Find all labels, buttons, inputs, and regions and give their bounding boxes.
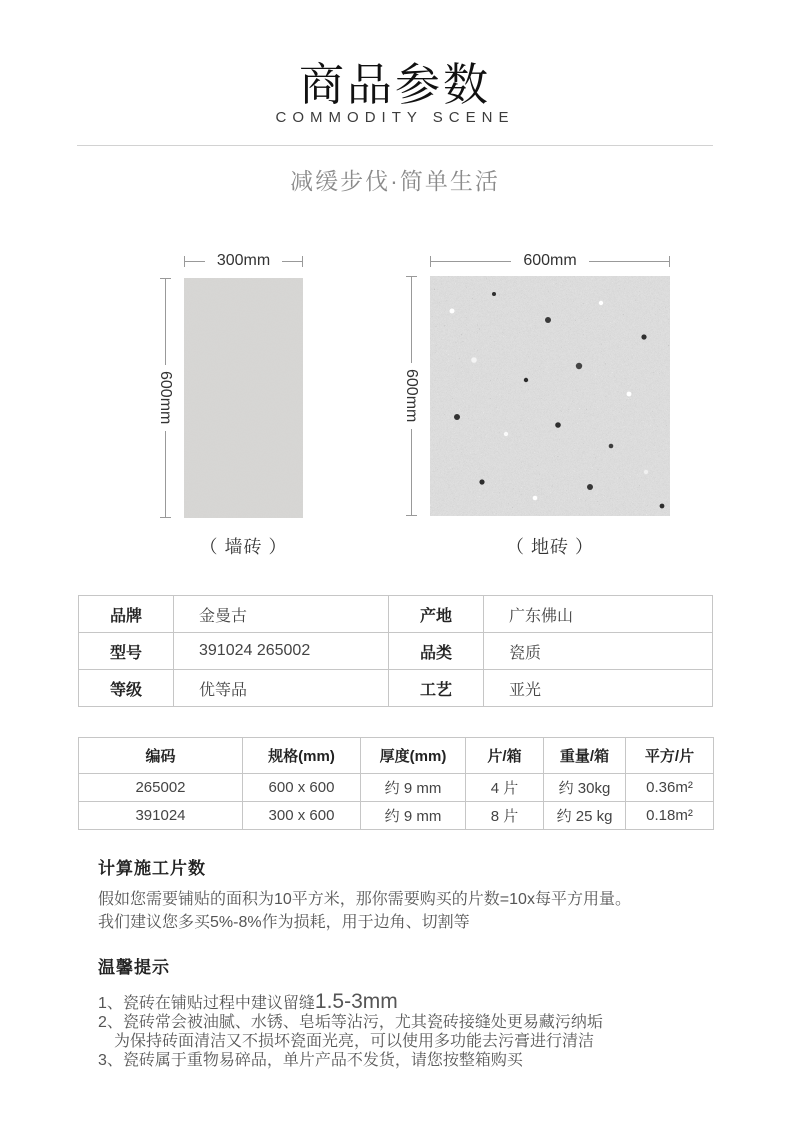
spec-label: 品类 [389, 633, 484, 670]
size-cell: 0.18m² [626, 802, 714, 830]
dimension-line [411, 277, 412, 363]
floor-tile-image [430, 276, 670, 516]
page-title: 商品参数 [298, 59, 491, 110]
floor-tile-width-dimension [430, 250, 670, 272]
calc-section [98, 854, 708, 934]
size-cell: 265002 [79, 774, 243, 802]
spec-value: 亚光 [484, 670, 713, 707]
wall-tile-figure [158, 250, 304, 560]
wall-tile-width-dimension [184, 250, 303, 272]
calc-line: 我们建议您多买5%-8%作为损耗，用于边角、切割等 [98, 914, 470, 931]
spec-label: 品牌 [79, 596, 174, 633]
size-cell: 8 片 [466, 802, 544, 830]
size-header-cell: 规格(mm) [243, 738, 361, 774]
wall-tile-height-dimension [158, 278, 172, 518]
size-cell: 0.36m² [626, 774, 714, 802]
calc-line: 假如您需要铺贴的面积为10平方米，那你需要购买的片数=10x每平方用量。 [98, 891, 631, 908]
spec-table [78, 595, 713, 707]
dimension-line [589, 261, 669, 262]
wall-tile-height-label: 600mm [157, 371, 174, 425]
tagline: 减缓步伐·简单生活 [290, 168, 500, 194]
spec-value: 广东佛山 [484, 596, 713, 633]
dimension-line [282, 261, 302, 262]
floor-tile-height-dimension [404, 276, 418, 516]
wall-tile-image [184, 278, 303, 518]
floor-tile-width-label: 600mm [523, 252, 577, 269]
spec-label: 产地 [389, 596, 484, 633]
tip-number: 1、 [98, 995, 123, 1012]
tip-item [98, 1051, 708, 1070]
calc-heading: 计算施工片数 [98, 859, 206, 878]
dimension-tick [160, 517, 171, 518]
spec-label: 工艺 [389, 670, 484, 707]
dimension-line [411, 429, 412, 515]
size-cell: 4 片 [466, 774, 544, 802]
page-subtitle: COMMODITY SCENE [275, 109, 515, 126]
dimension-tick [406, 515, 417, 516]
size-cell: 391024 [79, 802, 243, 830]
tip-text: 瓷砖属于重物易碎品，单片产品不发货，请您按整箱购买 [122, 1052, 523, 1069]
tips-heading: 温馨提示 [98, 958, 170, 977]
size-cell: 600 x 600 [243, 774, 361, 802]
size-cell: 约 9 mm [361, 802, 466, 830]
size-table-row [79, 774, 714, 802]
spec-value: 瓷质 [484, 633, 713, 670]
size-cell: 约 25 kg [544, 802, 626, 830]
size-header-cell: 平方/片 [626, 738, 714, 774]
tips-section [98, 953, 708, 1070]
size-header-cell: 重量/箱 [544, 738, 626, 774]
dimension-line [431, 261, 511, 262]
spec-value: 优等品 [174, 670, 389, 707]
dimension-line [185, 261, 205, 262]
spec-value: 金曼古 [174, 596, 389, 633]
size-table-row [79, 802, 714, 830]
size-header-cell: 片/箱 [466, 738, 544, 774]
floor-tile-height-label: 600mm [403, 369, 420, 423]
tip-text: 瓷砖常会被油腻、水锈、皂垢等沾污，尤其瓷砖接缝处更易藏污纳垢 [122, 1014, 603, 1031]
spec-row [79, 670, 713, 707]
wall-tile-width-label: 300mm [216, 252, 271, 269]
spec-row [79, 596, 713, 633]
header-divider [77, 145, 713, 146]
spec-label: 等级 [79, 670, 174, 707]
tip-item [98, 1013, 708, 1032]
spec-value: 391024 265002 [174, 633, 389, 670]
tip-item [98, 991, 708, 1013]
size-table-header-row [79, 738, 714, 774]
tip-text: 瓷砖在铺贴过程中建议留缝 [122, 995, 315, 1012]
dimension-line [165, 279, 166, 365]
tip-number: 3、 [98, 1052, 123, 1069]
size-cell: 约 9 mm [361, 774, 466, 802]
spec-label: 型号 [79, 633, 174, 670]
floor-tile-caption: （ 地砖 ） [505, 537, 594, 557]
dimension-tick [669, 256, 670, 267]
tip-number: 2、 [98, 1014, 123, 1031]
tip-item-continuation: 为保持砖面清洁又不损坏瓷面光亮，可以使用多功能去污膏进行清洁 [114, 1033, 595, 1050]
size-cell: 300 x 600 [243, 802, 361, 830]
size-header-cell: 编码 [79, 738, 243, 774]
floor-tile-figure [404, 250, 671, 560]
tip-highlight: 1.5-3mm [314, 990, 398, 1013]
spec-row [79, 633, 713, 670]
wall-tile-caption: （ 墙砖 ） [199, 537, 288, 557]
size-cell: 约 30kg [544, 774, 626, 802]
size-table [78, 737, 714, 830]
dimension-tick [302, 256, 303, 267]
dimension-line [165, 431, 166, 517]
size-header-cell: 厚度(mm) [361, 738, 466, 774]
